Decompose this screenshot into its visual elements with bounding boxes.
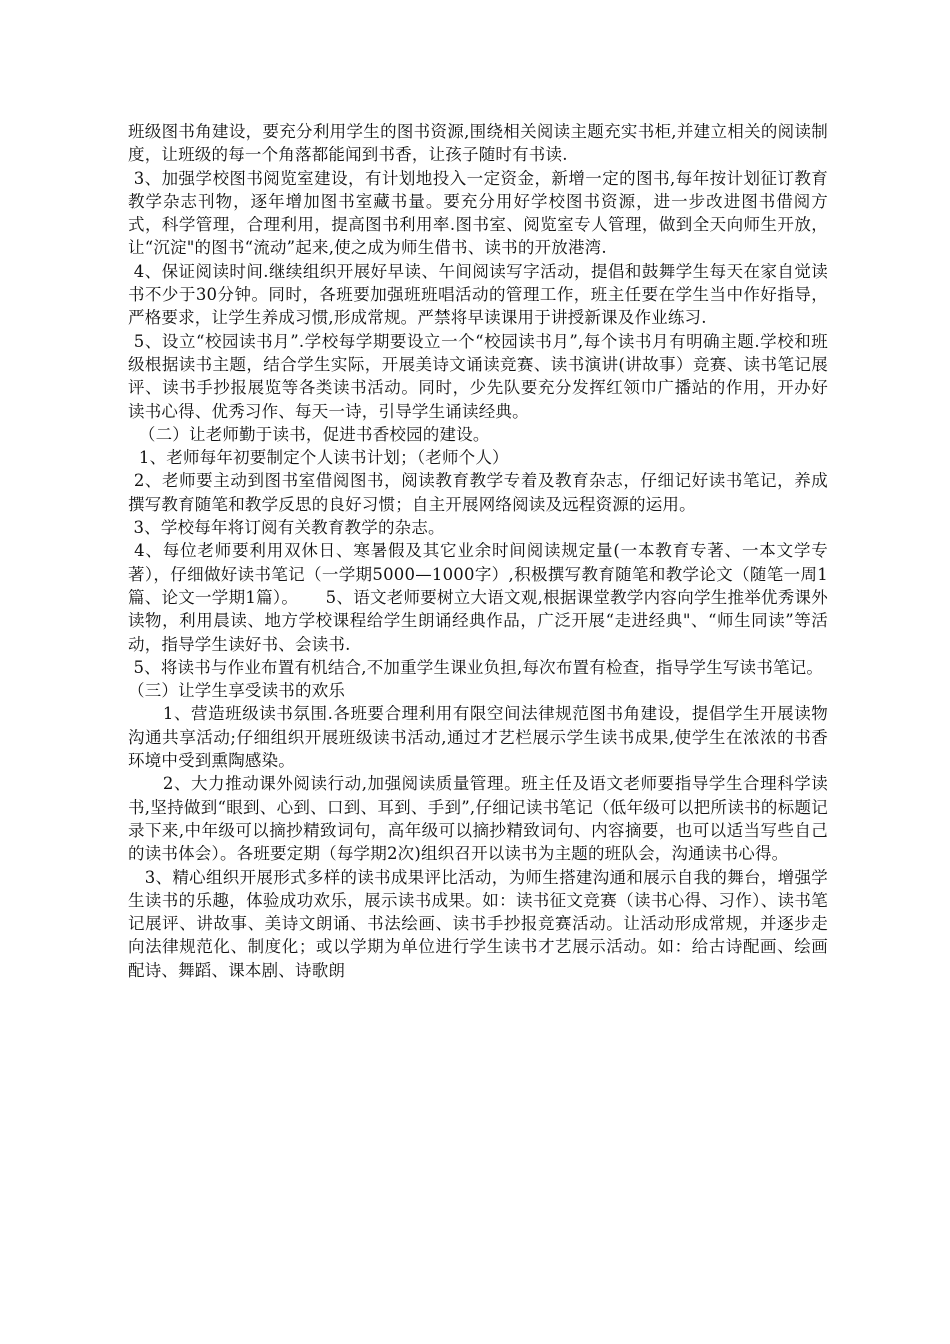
paragraph-reading-month: 5、设立“校园读书月”.学校每学期要设立一个“校园读书月”,每个读书月有明确主题.学校和班级根据读书主题，结合学生实际，开展美诗文诵读竞赛、读书演讲(讲故事）竞赛、读书笔记展评、读书手抄报展览等各类读书活动。同时，少先队要充分发挥红领巾广播站的作用，开办好读书心得、优秀习作、每天一诗，引导学生诵读经典。 <box>128 331 828 421</box>
paragraph-reading-competitions: 3、精心组织开展形式多样的读书成果评比活动，为师生搭建沟通和展示自我的舞台，增强学生读书的乐趣，体验成功欢乐，展示读书成果。如：读书征文竞赛（读书心得、习作）、读书笔记展评、讲故事、美诗文朗诵、书法绘画、读书手抄报竞赛活动。让活动形成常规，并逐步走向法律规范化、制度化；或以学期为单位进行学生读书才艺展示活动。如：给古诗配画、绘画配诗、舞蹈、课本剧、诗歌朗 <box>128 867 828 980</box>
section-heading-teachers: （二）让老师勤于读书，促进书香校园的建设。 <box>128 424 490 444</box>
paragraph-teacher-borrow: 2、老师要主动到图书室借阅图书，阅读教育教学专着及教育杂志，仔细记好读书笔记，养成撰写教育随笔和教学反思的良好习惯；自主开展网络阅读及远程资源的运用。 <box>128 471 828 514</box>
paragraph-reading-homework: 5、将读书与作业布置有机结合,不加重学生课业负担,每次布置有检查，指导学生写读书笔记。 <box>128 657 824 677</box>
section-heading-students: （三）让学生享受读书的欢乐 <box>128 681 346 701</box>
paragraph-teacher-reading-quota: 4、每位老师要利用双休日、寒暑假及其它业余时间阅读规定量(一本教育专著、一本文学专著），仔细做好读书笔记（一学期5000—1000字）,积极撰写教育随笔和教学论文（随笔一周1篇、论文一学期1篇）。 5、语文老师要树立大语文观,根据课堂教学内容向学生推举优秀课外读物，利用晨读、地方学校课程给学生朗诵经典作品，广泛开展“走进经典"、“师生同读”等活动，指导学生读好书、会读书. <box>128 541 828 654</box>
document-page <box>128 120 828 982</box>
paragraph-class-atmosphere: 1、营造班级读书氛围.各班要合理利用有限空间法律规范图书角建设，提倡学生开展读物沟通共享活动;仔细组织开展班级读书活动,通过才艺栏展示学生读书成果,使学生在浓浓的书香环境中受到熏陶感染。 <box>128 704 829 771</box>
paragraph-class-library: 班级图书角建设，要充分利用学生的图书资源,围绕相关阅读主题充实书柜,并建立相关的阅读制度，让班级的每一个角落都能闻到书香，让孩子随时有书读. <box>128 122 828 165</box>
paragraph-school-magazines: 3、学校每年将订阅有关教育教学的杂志。 <box>128 518 445 538</box>
paragraph-school-library: 3、加强学校图书阅览室建设，有计划地投入一定资金，新增一定的图书,每年按计划征订教育教学杂志刊物，逐年增加图书室藏书量。要充分用好学校图书资源，进一步改进图书借阅方式，科学管理，合理利用，提高图书利用率.图书室、阅览室专人管理，做到全天向师生开放，让“沉淀"的图书“流动”起来,使之成为师生借书、读书的开放港湾. <box>128 168 828 258</box>
paragraph-reading-time: 4、保证阅读时间.继续组织开展好早读、午间阅读写字活动，提倡和鼓舞学生每天在家自觉读书不少于30分钟。同时，各班要加强班班唱活动的管理工作，班主任要在学生当中作好指导，严格要求，让学生养成习惯,形成常规。严禁将早读课用于讲授新课及作业练习. <box>128 261 828 328</box>
paragraph-teacher-plan: 1、老师每年初要制定个人读书计划；（老师个人） <box>128 448 509 468</box>
paragraph-extracurricular-reading: 2、大力推动课外阅读行动,加强阅读质量管理。班主任及语文老师要指导学生合理科学读书,坚持做到“眼到、心到、口到、耳到、手到”,仔细记读书笔记（低年级可以把所读书的标题记录下来,中年级可以摘抄精致词句，高年级可以摘抄精致词句、内容摘要，也可以适当写些自己的读书体会）。各班要定期（每学期2次)组织召开以读书为主题的班队会，沟通读书心得。 <box>128 774 829 864</box>
